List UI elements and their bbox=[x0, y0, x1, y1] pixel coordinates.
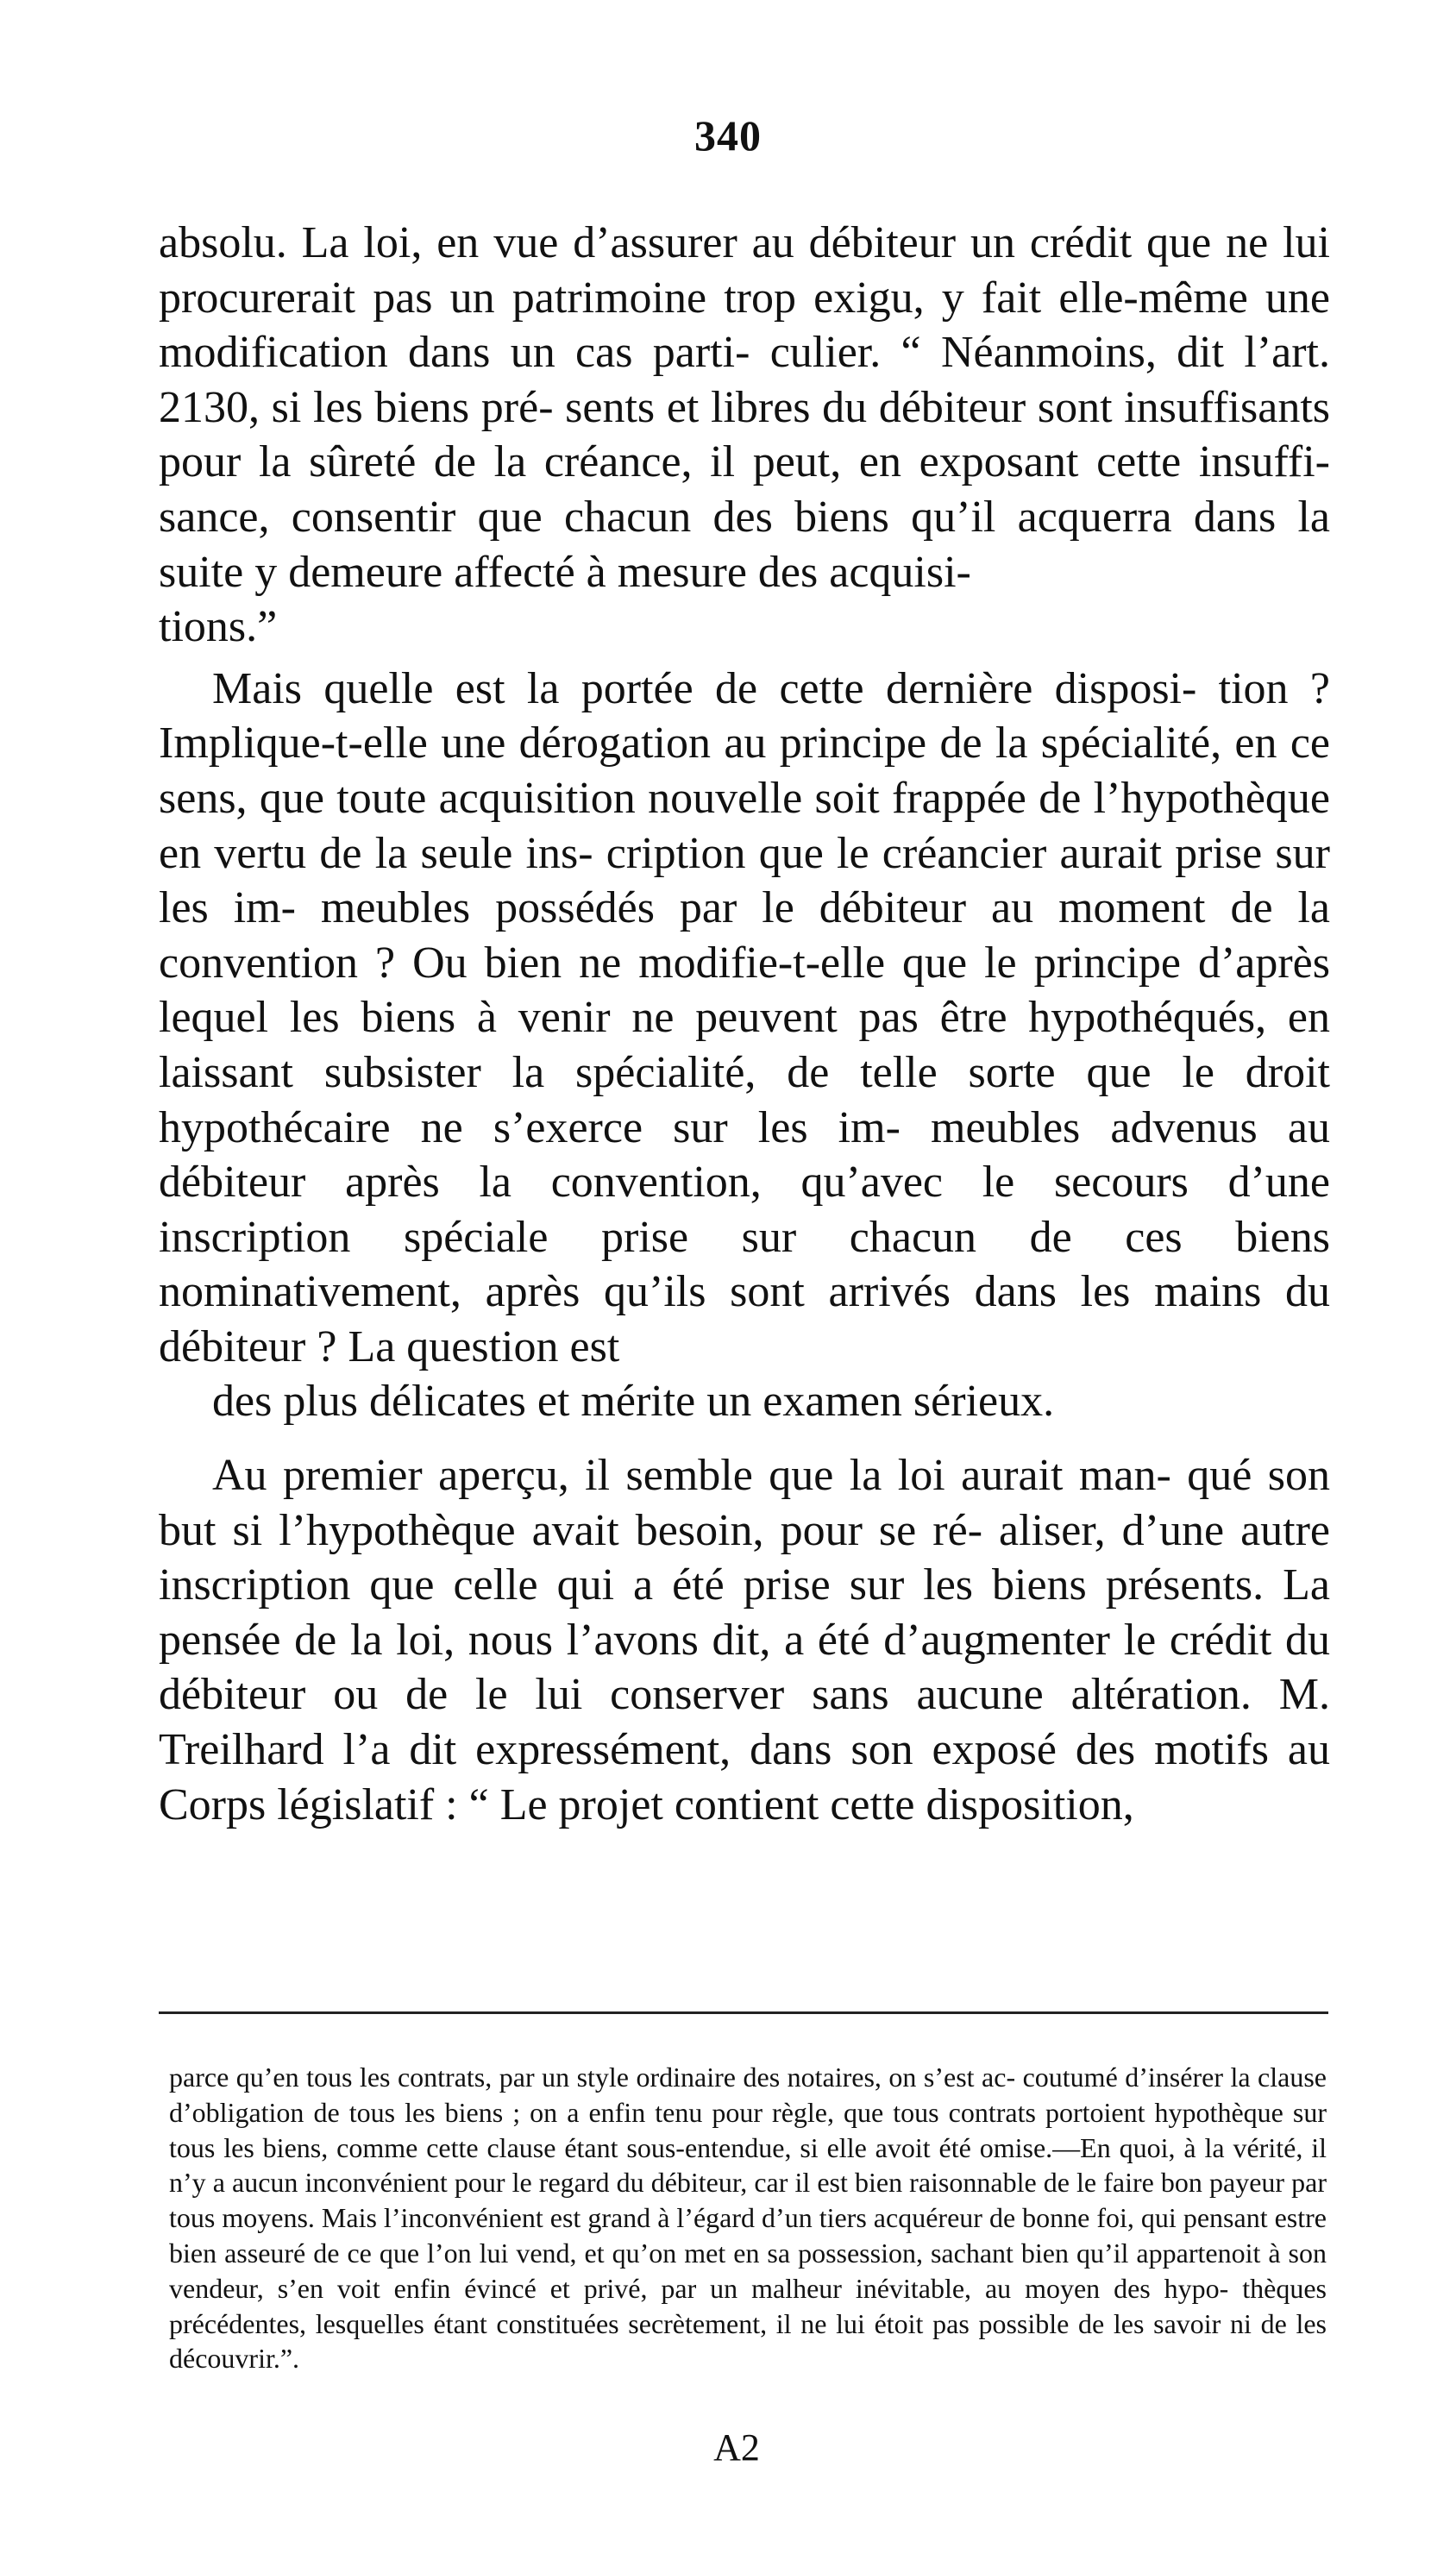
main-text bbox=[159, 216, 1330, 1832]
paragraph-3 bbox=[159, 1448, 1330, 1832]
footnote: parce qu’en tous les contrats, par un style ordinaire des notaires, on s’est ac- coutumé d’insérer la clause d’obligation de tous les biens ; on a enfin tenu pour règle, que tous contrats portoient hypothèque sur tous les biens, comme cette clause étant sous-entendue, si elle avoit été omise.—En quoi, à la vérité, il n’y a aucun inconvénient pour le regard du débiteur, car il est bien raisonnable de le faire bon payeur par tous moyens. Mais l’inconvénient est grand à l’égard d’un tiers acquéreur de bonne foi, qui pensant estre bien asseuré de ce que l’on lui vend, et qu’on met en sa possession, sachant bien qu’il appartenoit à son vendeur, s’en voit enfin évincé et privé, par un malheur inévitable, au moyen des hypo- thèques précédentes, lesquelles étant constituées secrètement, il ne lui étoit pas possible de les savoir ni de les découvrir.”. bbox=[169, 2062, 1327, 2375]
paragraph-1 bbox=[159, 216, 1330, 655]
paragraph-1-tail: tions.” bbox=[159, 602, 278, 652]
paragraph-2 bbox=[159, 662, 1330, 1429]
paragraph-1-body: absolu. La loi, en vue d’assurer au débiteur un crédit que ne lui procurerait pas un patrimoine trop exigu, y fait elle-même une modification dans un cas parti- culier. “ Néanmoins, dit l’art. 2130, si les biens pré- sents et libres du débiteur sont insuffisants pour la sûreté de la créance, il peut, en exposant cette insuffi- sance, consentir que chacun des biens qu’il acquerra dans la suite y demeure affecté à mesure des acquisi- bbox=[159, 218, 1330, 597]
paragraph-3-body: Au premier aperçu, il semble que la loi aurait man- qué son but si l’hypothèque avait besoin, pour se ré- aliser, d’une autre inscription que celle qui a été prise sur les biens présents. La pensée de la loi, nous l’avons dit, a été d’augmenter le crédit du débiteur ou de le lui conserver sans aucune altération. M. Treilhard l’a dit expressément, dans son exposé des motifs au Corps législatif : “ Le projet contient cette disposition, bbox=[159, 1451, 1330, 1829]
paragraph-2-tail: des plus délicates et mérite un examen sérieux. bbox=[212, 1377, 1055, 1427]
footnote-rule bbox=[159, 2011, 1328, 2014]
paragraph-2-body: Mais quelle est la portée de cette dernière disposi- tion ? Implique-t-elle une dérogation au principe de la spécialité, en ce sens, que toute acquisition nouvelle soit frappée de l’hypothèque en vertu de la seule ins- cription que le créancier aurait prise sur les im- meubles possédés par le débiteur au moment de la convention ? Ou bien ne modifie-t-elle que le principe d’après lequel les biens à venir ne peuvent pas être hypothéqués, en laissant subsister la spécialité, de telle sorte que le droit hypothécaire ne s’exerce sur les im- meubles advenus au débiteur après la convention, qu’avec le secours d’une inscription spéciale prise sur chacun de ces biens nominativement, après qu’ils sont arrivés dans les mains du débiteur ? La question est bbox=[159, 663, 1330, 1371]
page-number: 340 bbox=[694, 111, 762, 160]
signature-mark: A2 bbox=[713, 2426, 760, 2469]
